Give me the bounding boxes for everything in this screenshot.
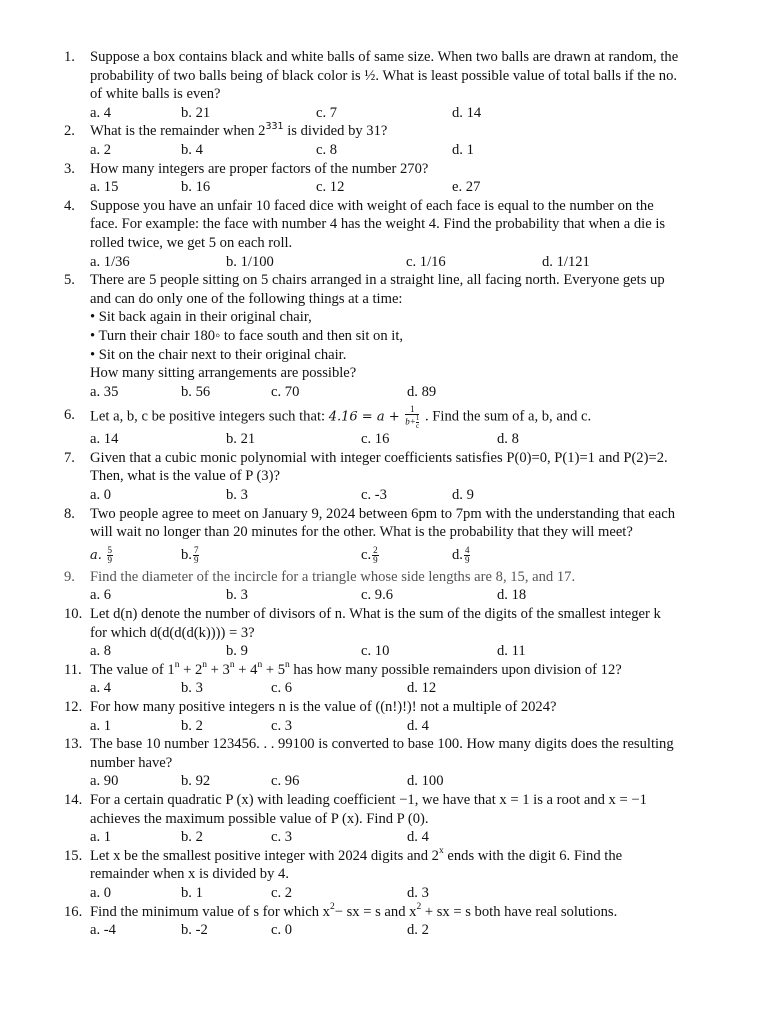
option-d: d. 2 — [407, 922, 429, 939]
option-b: b. 1 — [181, 884, 203, 901]
question-text-line: There are 5 people sitting on 5 chairs arranged in a straight line, all facing north. Everyone gets up — [90, 272, 665, 289]
question-text-line: The value of $1^n + 2^n + 3^n + 4^n + 5^n$ has how many possible remainders upon division of 12? — [90, 659, 622, 678]
answer-options — [90, 717, 722, 736]
question-text-line: of white balls is even? — [90, 86, 221, 103]
bullet-item: • Sit back again in their original chair, — [90, 309, 312, 326]
question-10 — [64, 605, 722, 661]
continued-fraction: 1 b+ $\frac{1}{c}$ — [405, 404, 420, 431]
option-b: b. 3 — [226, 487, 248, 504]
question-text-line: will wait no longer than 20 minutes for the other. What is the probability that they will meet? — [90, 524, 633, 541]
question-text-line: Suppose a box contains black and white balls of same size. When two balls are drawn at random, the — [90, 49, 679, 65]
question-text-line: Find the minimum value of s for which $x^2-$ sx = s and $x^2$ + sx = s both have real solutions. — [90, 901, 618, 920]
question-text-line: Let x be the smallest positive integer with 2024 digits and 2$^x$ ends with the digit 6. Find the — [90, 845, 623, 864]
question-number: 1. — [64, 49, 75, 65]
question-text-line: Given that a cubic monic polynomial with integer coefficients satisfies P(0)=0, P(1)=1 and P(2)=2. — [90, 449, 668, 466]
option-d: d. 100 — [407, 773, 444, 790]
question-text-line: Let d(n) denote the number of divisors of n. What is the sum of the digits of the smallest integer k — [90, 606, 661, 623]
question-number: 14. — [64, 791, 83, 808]
question-text-line: How many integers are proper factors of the number 270? — [90, 160, 429, 177]
question-11 — [64, 659, 722, 698]
question-text-line: Let a, b, c be positive integers such that: 4.16 = a + 1 b+ $\frac{1}{c}$ . Find the sum of a, b, and c. — [90, 404, 592, 431]
question-text-line: Then, what is the value of P (3)? — [90, 468, 280, 485]
question-5 — [64, 271, 722, 401]
option-c: c. 70 — [271, 383, 300, 400]
question-number: 4. — [64, 197, 75, 214]
question-text-line: number have? — [90, 754, 173, 771]
option-b: b. 56 — [181, 383, 211, 400]
option-b: b. 1/100 — [226, 253, 274, 270]
option-c: c. $\frac{2}{9}$ — [361, 545, 378, 565]
option-c: c. 2 — [271, 884, 293, 901]
option-a: a. 1 — [90, 717, 112, 734]
option-a: a. 6 — [90, 587, 112, 604]
question-text-line: The base 10 number 123456. . . 99100 is converted to base 100. How many digits does the resulting — [90, 736, 674, 753]
option-c: c. -3 — [361, 487, 387, 504]
option-b: b. 2 — [181, 829, 203, 846]
option-d: d. 11 — [497, 643, 526, 660]
option-d: d. 89 — [407, 383, 437, 400]
question-1 — [64, 48, 722, 122]
option-a: a. 15 — [90, 179, 119, 196]
question-text-line: Two people agree to meet on January 9, 2024 between 6pm to 7pm with the understanding that each — [90, 505, 675, 522]
option-b: b. 92 — [181, 773, 211, 790]
question-4 — [64, 197, 722, 271]
bullet-item: • Sit on the chair next to their original chair. — [90, 346, 347, 363]
answer-options — [90, 178, 722, 197]
question-number: 7. — [64, 449, 75, 466]
answer-options — [90, 921, 722, 940]
answer-options — [90, 586, 722, 605]
question-text-line: How many sitting arrangements are possible? — [90, 365, 357, 382]
option-b: b. $\frac{7}{9}$ — [181, 545, 199, 565]
question-13 — [64, 735, 722, 791]
option-c: c. 0 — [271, 922, 293, 939]
question-text-line: For how many positive integers n is the value of ((n!)!)! not a multiple of 2024? — [90, 699, 557, 715]
option-d: d. 12 — [407, 680, 437, 697]
option-a: a. 35 — [90, 383, 119, 400]
question-text-line: remainder when x is divided by 4. — [90, 866, 289, 883]
option-c: c. 1/16 — [406, 253, 446, 270]
answer-options — [90, 542, 722, 568]
option-d: d. 14 — [452, 104, 482, 121]
option-a: a. -4 — [90, 922, 116, 939]
question-text-line: Find the diameter of the incircle for a triangle whose side lengths are 8, 15, and 17. — [90, 568, 576, 585]
answer-options — [90, 772, 722, 791]
option-c: c. 3 — [271, 829, 293, 846]
question-number: 16. — [64, 903, 83, 920]
option-c: c. 10 — [361, 643, 390, 660]
answer-options — [90, 141, 722, 160]
question-text-line: Suppose you have an unfair 10 faced dice with weight of each face is equal to the number on the — [90, 197, 654, 214]
question-number: 6. — [64, 407, 75, 424]
option-c: c. 12 — [316, 179, 345, 196]
option-c: c. 7 — [316, 104, 338, 121]
option-a: a. 1 — [90, 829, 112, 846]
question-number: 2. — [64, 123, 75, 140]
option-a: a. 8 — [90, 643, 112, 660]
question-number: 15. — [64, 847, 83, 864]
option-b: b. 2 — [181, 717, 203, 734]
option-d: d. 18 — [497, 587, 527, 604]
question-number: 12. — [64, 699, 83, 715]
bullet-item: • Turn their chair 180◦ to face south and then sit on it, — [90, 327, 404, 344]
question-12 — [64, 698, 722, 735]
option-a: a. $\frac{5}{9}$ — [90, 545, 113, 565]
question-6 — [64, 401, 722, 449]
option-a: a. 1/36 — [90, 253, 130, 270]
option-c: c. 9.6 — [361, 587, 394, 604]
question-text-line: for which d(d(d(d(k)))) = 3? — [90, 624, 255, 641]
option-d: d. 1/121 — [542, 253, 590, 270]
option-c: c. 8 — [316, 141, 338, 158]
answer-options — [90, 383, 722, 402]
option-b: b. 21 — [181, 104, 211, 121]
option-c: c. 6 — [271, 680, 293, 697]
option-a: a. 14 — [90, 431, 119, 448]
option-a: a. 4 — [90, 104, 112, 121]
question-text-line: What is the remainder when $2^{331}$ is divided by 31? — [90, 120, 388, 140]
answer-options — [90, 679, 722, 698]
option-d: d. 1 — [452, 141, 474, 158]
question-14 — [64, 791, 722, 847]
question-number: 13. — [64, 736, 83, 753]
option-d: d. 9 — [452, 487, 474, 504]
option-a: a. 2 — [90, 141, 112, 158]
question-text-line: rolled twice, we get 5 on each roll. — [90, 234, 293, 251]
answer-options — [90, 253, 722, 272]
answer-options — [90, 486, 722, 505]
question-text-line: probability of two balls being of black color is ½. What is least possible value of total balls if the no. — [90, 67, 678, 84]
answer-options — [90, 642, 722, 661]
option-b: b. 21 — [226, 431, 256, 448]
question-list — [0, 48, 768, 940]
option-d: d. $\frac{4}{9}$ — [452, 545, 470, 565]
option-b: b. 3 — [181, 680, 203, 697]
option-a: a. 0 — [90, 884, 112, 901]
question-number: 11. — [64, 661, 82, 678]
option-a: a. 4 — [90, 680, 112, 697]
option-a: a. 90 — [90, 773, 119, 790]
question-7 — [64, 449, 722, 505]
answer-options — [90, 884, 722, 903]
option-b: b. 9 — [226, 643, 248, 660]
option-c: c. 3 — [271, 717, 293, 734]
option-b: b. 4 — [181, 141, 203, 158]
question-number: 3. — [64, 160, 75, 177]
option-c: c. 96 — [271, 773, 300, 790]
option-a: a. 0 — [90, 487, 112, 504]
exponent: 331 — [265, 120, 284, 132]
option-d: d. 8 — [497, 431, 519, 448]
question-text-line: face. For example: the face with number 4 has the weight 4. Find the probability that when a die is — [90, 216, 666, 233]
question-9 — [64, 568, 722, 605]
option-b: b. 16 — [181, 179, 211, 196]
answer-options — [90, 430, 722, 449]
question-number: 9. — [64, 568, 75, 585]
option-e: e. 27 — [452, 179, 481, 196]
question-number: 10. — [64, 606, 83, 623]
option-b: b. 3 — [226, 587, 248, 604]
question-number: 8. — [64, 505, 75, 522]
equation: 4.16 = a + — [328, 409, 400, 425]
option-c: c. 16 — [361, 431, 390, 448]
option-d: d. 3 — [407, 884, 429, 901]
question-text-line: achieves the maximum possible value of P (x). Find P (0). — [90, 810, 429, 827]
question-15 — [64, 845, 722, 903]
question-text-line: For a certain quadratic P (x) with leading coefficient −1, we have that x = 1 is a root and x = −1 — [90, 791, 647, 808]
answer-options — [90, 828, 722, 847]
question-number: 5. — [64, 272, 75, 289]
option-b: b. -2 — [181, 922, 208, 939]
option-d: d. 4 — [407, 717, 429, 734]
question-2 — [64, 120, 722, 159]
question-8 — [64, 505, 722, 568]
question-3 — [64, 160, 722, 197]
question-16 — [64, 901, 722, 940]
question-text-line: and can do only one of the following things at a time: — [90, 290, 403, 307]
answer-options — [90, 104, 722, 123]
option-d: d. 4 — [407, 829, 429, 846]
